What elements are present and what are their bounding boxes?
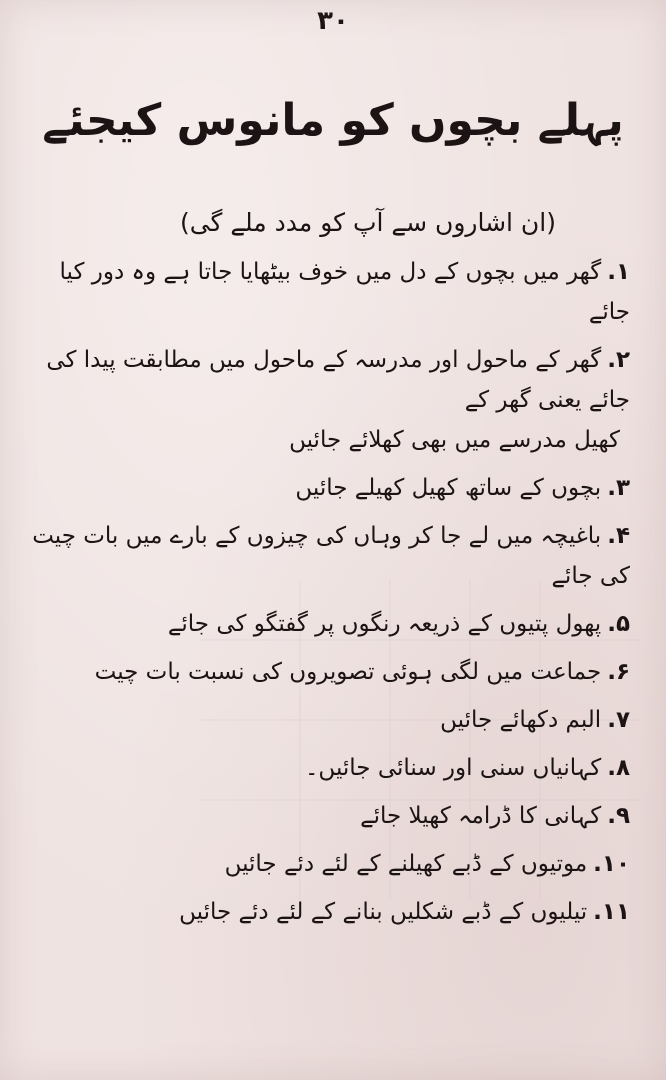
list-item	[30, 468, 630, 508]
item-text: کہانیاں سنی اور سنائی جائیں۔	[304, 755, 602, 781]
item-number: ۸.	[607, 755, 630, 781]
page-number: ۳۰	[317, 6, 349, 36]
item-number: ۵.	[607, 611, 630, 637]
item-text: بچوں کے ساتھ کھیل کھیلے جائیں	[295, 475, 602, 501]
page-title: پہلے بچوں کو مانوس کیجئے	[42, 95, 624, 146]
list-item	[30, 748, 630, 788]
instruction-list	[30, 252, 630, 940]
list-item	[30, 844, 630, 884]
item-text: جماعت میں لگی ہوئی تصویروں کی نسبت بات چیت	[94, 659, 602, 685]
list-item	[30, 892, 630, 932]
item-text: تیلیوں کے ڈبے شکلیں بنانے کے لئے دئے جائیں	[179, 899, 588, 925]
list-item	[30, 700, 630, 740]
item-number: ۱۱.	[593, 899, 630, 925]
list-item	[30, 252, 630, 332]
item-text: پھول پتیوں کے ذریعہ رنگوں پر گفتگو کی جائے	[167, 611, 602, 637]
list-item	[30, 340, 630, 460]
item-number: ۶.	[607, 659, 630, 685]
list-item	[30, 516, 630, 596]
item-number: ۴.	[607, 523, 630, 549]
item-text: گھر کے ماحول اور مدرسہ کے ماحول میں مطابقت پیدا کی جائے یعنی گھر کے	[46, 347, 630, 413]
list-item	[30, 604, 630, 644]
list-item	[30, 652, 630, 692]
item-text: باغیچہ میں لے جا کر وہاں کی چیزوں کے بارے میں بات چیت کی جائے	[32, 523, 630, 589]
item-number: ۱۰.	[593, 851, 630, 877]
item-text: موتیوں کے ڈبے کھیلنے کے لئے دئے جائیں	[224, 851, 588, 877]
item-number: ۲.	[607, 347, 630, 373]
item-text: البم دکھائے جائیں	[440, 707, 602, 733]
item-number: ۱.	[607, 259, 630, 285]
page-subtitle: (ان اشاروں سے آپ کو مدد ملے گی)	[179, 208, 556, 237]
list-item	[30, 796, 630, 836]
item-number: ۳.	[607, 475, 630, 501]
item-number: ۷.	[607, 707, 630, 733]
item-number: ۹.	[607, 803, 630, 829]
item-text: گھر میں بچوں کے دل میں خوف بیٹھایا جاتا ہے وہ دور کیا جائے	[59, 259, 630, 325]
item-text: کہانی کا ڈرامہ کھیلا جائے	[360, 803, 602, 829]
item-text-continued: کھیل مدرسے میں بھی کھلائے جائیں	[289, 427, 620, 453]
